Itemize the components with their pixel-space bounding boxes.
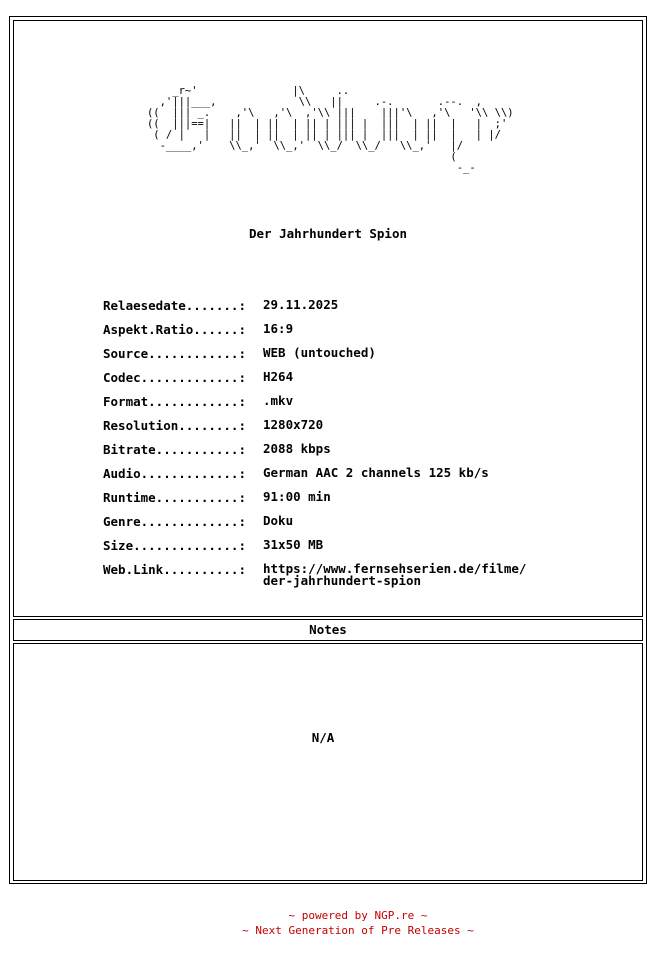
info-value: .mkv: [263, 393, 294, 408]
info-value: WEB (untouched): [263, 345, 376, 360]
info-row: [103, 418, 526, 442]
info-value: German AAC 2 channels 125 kb/s: [263, 465, 489, 480]
info-value: 31x50 MB: [263, 537, 324, 552]
info-row: [103, 370, 526, 394]
notes-body-box: [13, 643, 643, 881]
goodboy-ascii-logo: _r~' |\ .. ,'|||___, \\ || .-. .--. , (( ||| _. ,'\ ,'\ ,'\\ ||| |||'\ ,'\ '\\ \\) (( |||==| || | || | || | ||| | ||| | || | | ;' ( / | | || | || | || | ||| | ||| | || | | |/ -____,' \\_,' \\_,' \\_/ \\_/ \\_,' |/ ( -_-: [146, 85, 514, 174]
info-key: Codec.............:: [103, 370, 246, 385]
release-info-list: [103, 298, 526, 592]
info-row: [103, 466, 526, 490]
info-row: [103, 346, 526, 370]
info-row: [103, 514, 526, 538]
info-value: https://www.fernsehserien.de/filme/ der-jahrhundert-spion: [263, 561, 527, 588]
footer-tagline: ~ Next Generation of Pre Releases ~: [242, 924, 474, 937]
info-row: [103, 298, 526, 322]
info-row: [103, 322, 526, 346]
info-row: [103, 562, 526, 592]
notes-content: N/A: [311, 730, 335, 745]
info-key: Bitrate...........:: [103, 442, 246, 457]
info-value: H264: [263, 369, 294, 384]
info-key: Format............:: [103, 394, 246, 409]
info-value: 16:9: [263, 321, 294, 336]
info-row: [103, 394, 526, 418]
footer-powered-by: ~ powered by NGP.re ~: [288, 909, 428, 922]
notes-title: Notes: [309, 622, 347, 637]
footer: [0, 908, 656, 938]
info-key: Genre.............:: [103, 514, 246, 529]
info-value: Doku: [263, 513, 294, 528]
info-row: [103, 442, 526, 466]
info-key: Aspekt.Ratio......:: [103, 322, 246, 337]
info-key: Audio.............:: [103, 466, 246, 481]
info-key: Size..............:: [103, 538, 246, 553]
info-row: [103, 490, 526, 514]
info-key: Web.Link..........:: [103, 562, 246, 577]
info-key: Source............:: [103, 346, 246, 361]
info-row: [103, 538, 526, 562]
info-value: 1280x720: [263, 417, 324, 432]
info-value: 91:00 min: [263, 489, 331, 504]
info-value: 2088 kbps: [263, 441, 331, 456]
info-key: Runtime...........:: [103, 490, 246, 505]
info-value: 29.11.2025: [263, 297, 339, 312]
release-subtitle: Der Jahrhundert Spion: [248, 226, 408, 241]
info-key: Relaesedate.......:: [103, 298, 246, 313]
info-key: Resolution........:: [103, 418, 246, 433]
